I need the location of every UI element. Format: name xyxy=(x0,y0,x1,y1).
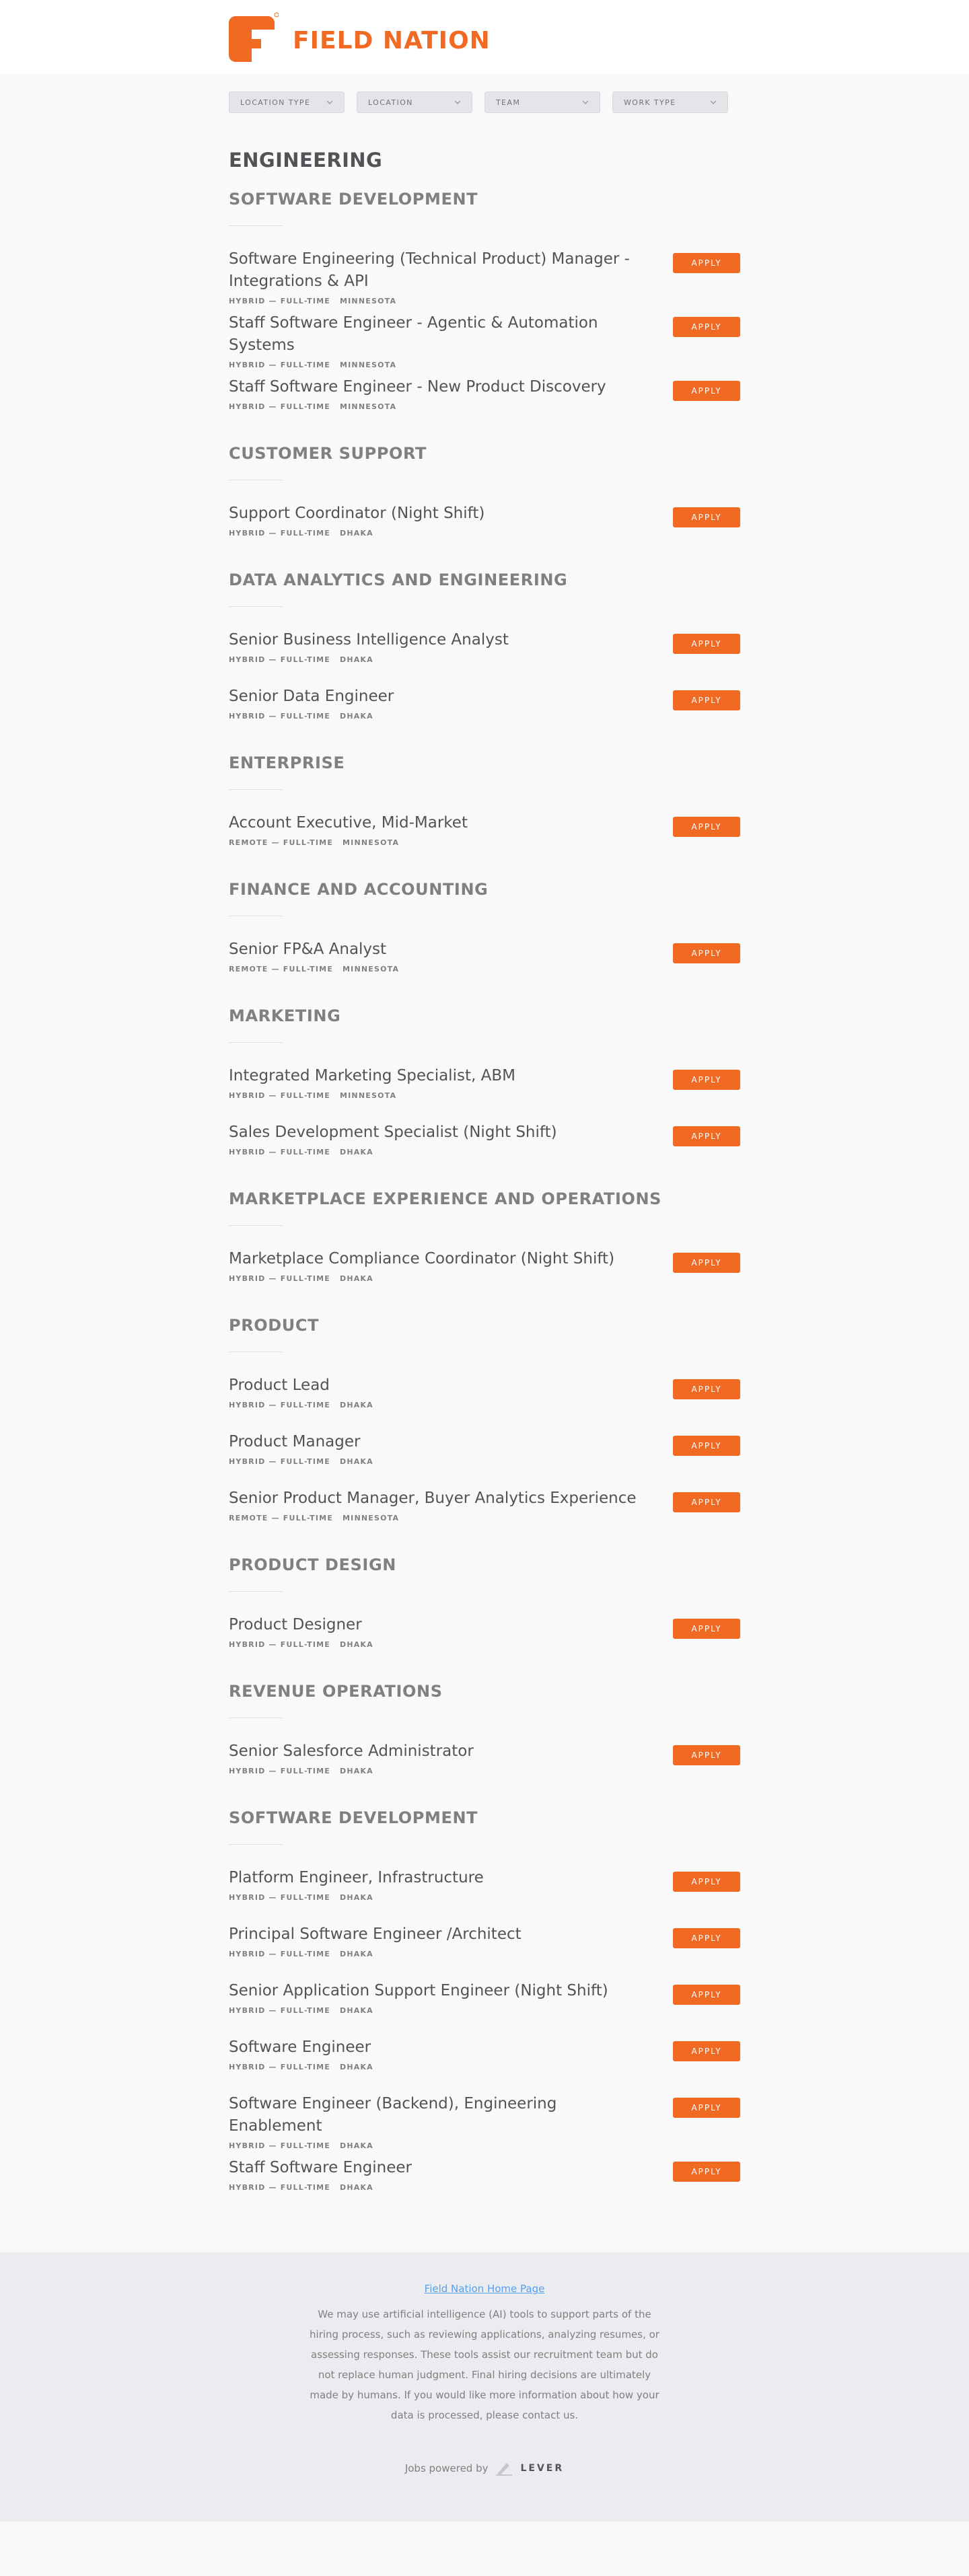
posting-location: DHAKA xyxy=(339,2183,373,2192)
posting-categories xyxy=(229,1274,740,1283)
posting-categories xyxy=(229,1640,740,1649)
chevron-down-icon xyxy=(326,99,333,106)
job-posting xyxy=(229,1058,740,1115)
posting-work-type: HYBRID — FULL-TIME xyxy=(229,2183,330,2192)
posting-title-link[interactable]: Software Engineer xyxy=(229,2038,371,2056)
posting-work-type: HYBRID — FULL-TIME xyxy=(229,1457,330,1466)
job-posting xyxy=(229,305,740,369)
apply-button[interactable]: APPLY xyxy=(673,634,740,654)
filter-label: LOCATION xyxy=(368,98,413,107)
posting-location: MINNESOTA xyxy=(339,361,397,369)
posting-work-type: REMOTE — FULL-TIME xyxy=(229,965,334,973)
posting-categories xyxy=(229,297,740,305)
posting-categories xyxy=(229,1893,740,1902)
posting-categories xyxy=(229,361,740,369)
posting-location: MINNESOTA xyxy=(343,1514,400,1522)
posting-work-type: HYBRID — FULL-TIME xyxy=(229,1091,330,1100)
posting-categories xyxy=(229,2063,740,2071)
apply-button[interactable]: APPLY xyxy=(673,507,740,527)
apply-button[interactable]: APPLY xyxy=(673,943,740,963)
posting-location: DHAKA xyxy=(339,529,373,538)
group-title: MARKETING xyxy=(229,1006,341,1025)
job-posting xyxy=(229,369,740,426)
postings-group xyxy=(229,1298,740,1537)
posting-location: DHAKA xyxy=(339,1457,373,1466)
job-posting xyxy=(229,2086,740,2150)
postings-group xyxy=(229,1537,740,1664)
postings-group xyxy=(229,988,740,1171)
brand-name: FIELD NATION xyxy=(293,26,491,54)
page-title: ENGINEERING xyxy=(229,149,383,172)
posting-work-type: REMOTE — FULL-TIME xyxy=(229,838,334,847)
job-posting xyxy=(229,242,740,305)
posting-title-link[interactable]: Software Engineer (Backend), Engineering Enablement xyxy=(229,2095,557,2135)
job-posting xyxy=(229,1424,740,1481)
group-title: FINANCE AND ACCOUNTING xyxy=(229,880,489,899)
posting-work-type: HYBRID — FULL-TIME xyxy=(229,1148,330,1156)
posting-work-type: HYBRID — FULL-TIME xyxy=(229,297,330,305)
apply-button[interactable]: APPLY xyxy=(673,2098,740,2118)
posting-work-type: HYBRID — FULL-TIME xyxy=(229,1274,330,1283)
group-divider xyxy=(229,225,283,226)
posting-categories xyxy=(229,1767,740,1775)
apply-button[interactable]: APPLY xyxy=(673,690,740,710)
posting-work-type: HYBRID — FULL-TIME xyxy=(229,1950,330,1958)
apply-button[interactable]: APPLY xyxy=(673,1619,740,1639)
lever-wordmark[interactable]: LEVER xyxy=(520,2463,565,2474)
postings-group xyxy=(229,735,740,862)
filter-bar xyxy=(229,74,740,113)
posting-location: DHAKA xyxy=(339,655,373,664)
posting-title-link[interactable]: Senior FP&A Analyst xyxy=(229,941,387,958)
postings-group xyxy=(229,172,740,426)
apply-button[interactable]: APPLY xyxy=(673,2162,740,2182)
posting-categories xyxy=(229,965,740,973)
group-title: SOFTWARE DEVELOPMENT xyxy=(229,190,478,209)
group-divider xyxy=(229,1844,283,1845)
apply-button[interactable]: APPLY xyxy=(673,1745,740,1765)
posting-title-link[interactable]: Platform Engineer, Infrastructure xyxy=(229,1869,484,1886)
home-page-link[interactable]: Field Nation Home Page xyxy=(424,2283,545,2295)
posting-work-type: HYBRID — FULL-TIME xyxy=(229,2063,330,2071)
posting-title-link[interactable]: Software Engineering (Technical Product) Manager - Integrations & API xyxy=(229,250,630,290)
posting-work-type: REMOTE — FULL-TIME xyxy=(229,1514,334,1522)
posting-categories xyxy=(229,2141,740,2150)
group-divider xyxy=(229,606,283,607)
chevron-down-icon xyxy=(454,99,461,106)
posting-location: DHAKA xyxy=(339,1401,373,1409)
filter-label: LOCATION TYPE xyxy=(240,98,311,107)
posting-title-link[interactable]: Product Lead xyxy=(229,1376,330,1394)
apply-button[interactable]: APPLY xyxy=(673,381,740,401)
filter-dropdown[interactable] xyxy=(229,91,345,113)
posting-location: MINNESOTA xyxy=(339,1091,397,1100)
postings-groups xyxy=(229,172,740,2207)
posting-title-link[interactable]: Senior Application Support Engineer (Night Shift) xyxy=(229,1982,608,1999)
posting-title-link[interactable]: Sales Development Specialist (Night Shift) xyxy=(229,1124,557,1141)
apply-button[interactable]: APPLY xyxy=(673,1126,740,1146)
group-divider xyxy=(229,1042,283,1043)
job-posting xyxy=(229,805,740,862)
job-posting xyxy=(229,2030,740,2086)
group-divider xyxy=(229,1591,283,1592)
lever-logo-icon[interactable] xyxy=(495,2460,513,2476)
posting-title-link[interactable]: Integrated Marketing Specialist, ABM xyxy=(229,1067,515,1084)
group-title: DATA ANALYTICS AND ENGINEERING xyxy=(229,571,568,589)
posting-categories xyxy=(229,1457,740,1466)
group-title: SOFTWARE DEVELOPMENT xyxy=(229,1808,478,1827)
apply-button[interactable]: APPLY xyxy=(673,317,740,337)
posting-work-type: HYBRID — FULL-TIME xyxy=(229,1640,330,1649)
group-title: MARKETPLACE EXPERIENCE AND OPERATIONS xyxy=(229,1189,662,1208)
posting-categories xyxy=(229,838,740,847)
group-divider xyxy=(229,1225,283,1226)
posting-categories xyxy=(229,1091,740,1100)
ai-disclosure-note: We may use artificial intelligence (AI) tools to support parts of the hiring process, such as reviewing applications, analyzing resumes, or assessing responses. These tools assist our recruitment team but do not replace human judgment. Final hiring decisions are ultimately made by humans. If you would like more information about how your data is processed, please contact us. xyxy=(310,2308,659,2421)
posting-categories xyxy=(229,402,740,411)
posting-categories xyxy=(229,1401,740,1409)
posting-location: DHAKA xyxy=(339,2063,373,2071)
group-title: REVENUE OPERATIONS xyxy=(229,1682,443,1701)
postings-group xyxy=(229,1790,740,2207)
posting-work-type: HYBRID — FULL-TIME xyxy=(229,529,330,538)
posting-location: DHAKA xyxy=(339,1274,373,1283)
posting-location: DHAKA xyxy=(339,1640,373,1649)
chevron-down-icon xyxy=(710,99,717,106)
apply-button[interactable]: APPLY xyxy=(673,1253,740,1273)
posting-title-link[interactable]: Support Coordinator (Night Shift) xyxy=(229,505,485,522)
apply-button[interactable]: APPLY xyxy=(673,1928,740,1948)
posting-title-link[interactable]: Senior Product Manager, Buyer Analytics Experience xyxy=(229,1489,637,1507)
posting-categories xyxy=(229,1514,740,1522)
posting-location: MINNESOTA xyxy=(343,838,400,847)
postings-group xyxy=(229,552,740,735)
posting-title-link[interactable]: Staff Software Engineer xyxy=(229,2159,412,2176)
apply-button[interactable]: APPLY xyxy=(673,817,740,837)
job-posting xyxy=(229,932,740,988)
posting-location: DHAKA xyxy=(339,1148,373,1156)
posting-categories xyxy=(229,655,740,664)
apply-button[interactable]: APPLY xyxy=(673,1872,740,1892)
job-posting xyxy=(229,1607,740,1664)
posting-work-type: HYBRID — FULL-TIME xyxy=(229,2006,330,2015)
apply-button[interactable]: APPLY xyxy=(673,1070,740,1090)
field-nation-logo-icon xyxy=(229,12,279,63)
filter-dropdown[interactable] xyxy=(485,91,600,113)
filter-label: WORK TYPE xyxy=(624,98,676,107)
posting-title-link[interactable]: Staff Software Engineer - Agentic & Automation Systems xyxy=(229,314,598,354)
job-posting xyxy=(229,1734,740,1790)
posting-location: DHAKA xyxy=(339,712,373,721)
chevron-down-icon xyxy=(582,99,589,106)
posting-location: DHAKA xyxy=(339,1950,373,1958)
posting-categories xyxy=(229,1148,740,1156)
posting-categories xyxy=(229,712,740,721)
job-listing-main xyxy=(229,74,740,2252)
posting-work-type: HYBRID — FULL-TIME xyxy=(229,2141,330,2150)
filter-dropdown[interactable] xyxy=(612,91,728,113)
job-posting xyxy=(229,679,740,735)
page-footer xyxy=(0,2252,969,2522)
posting-title-link[interactable]: Account Executive, Mid-Market xyxy=(229,814,468,832)
posting-work-type: HYBRID — FULL-TIME xyxy=(229,1401,330,1409)
posting-categories xyxy=(229,1950,740,1958)
posting-location: MINNESOTA xyxy=(343,965,400,973)
posting-title-link[interactable]: Senior Data Engineer xyxy=(229,688,394,705)
filter-dropdown[interactable] xyxy=(357,91,472,113)
posting-location: DHAKA xyxy=(339,1767,373,1775)
posting-title-link[interactable]: Senior Salesforce Administrator xyxy=(229,1742,474,1760)
job-posting xyxy=(229,1481,740,1537)
powered-by xyxy=(0,2460,969,2476)
posting-work-type: HYBRID — FULL-TIME xyxy=(229,1767,330,1775)
filter-label: TEAM xyxy=(496,98,521,107)
group-divider xyxy=(229,789,283,790)
posting-title-link[interactable]: Staff Software Engineer - New Product Discovery xyxy=(229,378,606,396)
job-posting xyxy=(229,1115,740,1171)
posting-title-link[interactable]: Principal Software Engineer /Architect xyxy=(229,1925,522,1943)
apply-button[interactable]: APPLY xyxy=(673,1379,740,1399)
posting-title-link[interactable]: Marketplace Compliance Coordinator (Night Shift) xyxy=(229,1250,615,1267)
posting-work-type: HYBRID — FULL-TIME xyxy=(229,361,330,369)
job-posting xyxy=(229,496,740,552)
postings-group xyxy=(229,1171,740,1298)
posting-location: MINNESOTA xyxy=(339,402,397,411)
posting-work-type: HYBRID — FULL-TIME xyxy=(229,1893,330,1902)
postings-group xyxy=(229,862,740,988)
posting-location: MINNESOTA xyxy=(339,297,397,305)
posting-work-type: HYBRID — FULL-TIME xyxy=(229,712,330,721)
apply-button[interactable]: APPLY xyxy=(673,1436,740,1456)
posting-work-type: HYBRID — FULL-TIME xyxy=(229,655,330,664)
group-title: PRODUCT xyxy=(229,1316,320,1335)
group-title: ENTERPRISE xyxy=(229,753,345,772)
apply-button[interactable]: APPLY xyxy=(673,253,740,273)
posting-location: DHAKA xyxy=(339,1893,373,1902)
posting-categories xyxy=(229,2183,740,2192)
posting-title-link[interactable]: Product Designer xyxy=(229,1616,362,1633)
apply-button[interactable]: APPLY xyxy=(673,1985,740,2005)
job-posting xyxy=(229,622,740,679)
apply-button[interactable]: APPLY xyxy=(673,2041,740,2061)
postings-group xyxy=(229,1664,740,1790)
group-title: PRODUCT DESIGN xyxy=(229,1555,396,1574)
posting-title-link[interactable]: Product Manager xyxy=(229,1433,361,1450)
group-title: CUSTOMER SUPPORT xyxy=(229,444,427,463)
apply-button[interactable]: APPLY xyxy=(673,1492,740,1512)
field-nation-logo[interactable] xyxy=(229,12,491,63)
powered-by-label: Jobs powered by xyxy=(404,2462,489,2474)
job-posting xyxy=(229,2150,740,2207)
posting-categories xyxy=(229,529,740,538)
page-header xyxy=(0,0,969,74)
posting-location: DHAKA xyxy=(339,2006,373,2015)
job-posting xyxy=(229,1368,740,1424)
posting-title-link[interactable]: Senior Business Intelligence Analyst xyxy=(229,631,509,649)
job-posting xyxy=(229,1973,740,2030)
job-posting xyxy=(229,1917,740,1973)
posting-categories xyxy=(229,2006,740,2015)
job-posting xyxy=(229,1860,740,1917)
posting-location: DHAKA xyxy=(339,2141,373,2150)
posting-work-type: HYBRID — FULL-TIME xyxy=(229,402,330,411)
job-posting xyxy=(229,1241,740,1298)
postings-group xyxy=(229,426,740,552)
